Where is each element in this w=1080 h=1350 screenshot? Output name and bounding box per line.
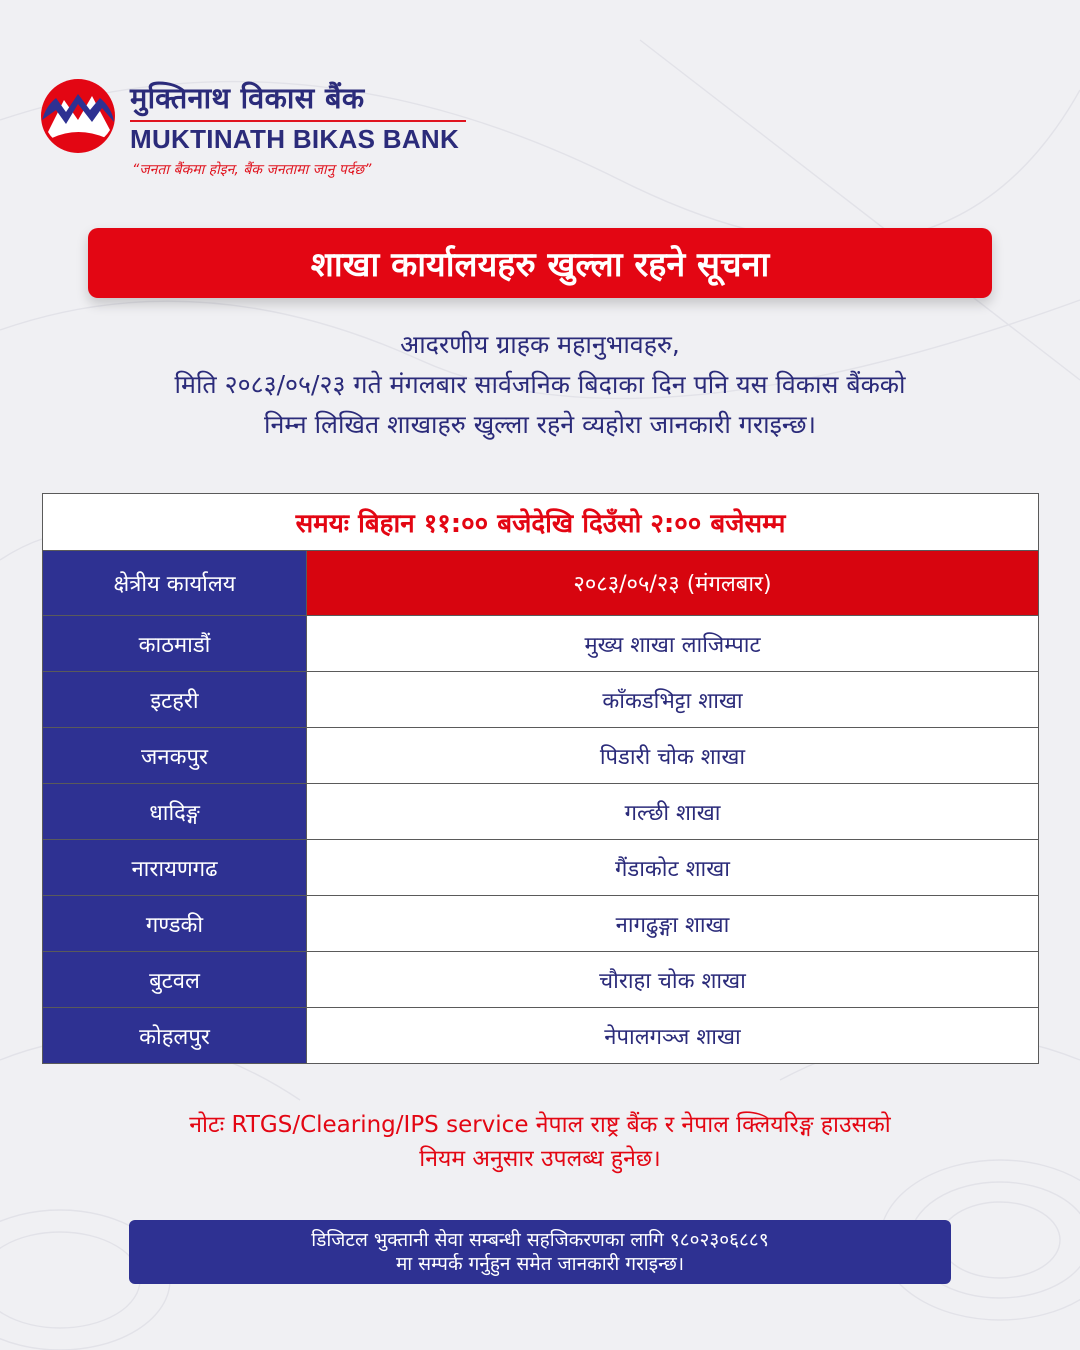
intro-line: निम्न लिखित शाखाहरु खुल्ला रहने व्यहोरा जानकारी गराइन्छ। bbox=[263, 410, 816, 439]
table-row bbox=[43, 672, 1039, 728]
branch-cell: नेपालगञ्ज शाखा bbox=[307, 1008, 1039, 1064]
table-row bbox=[43, 840, 1039, 896]
region-cell: कोहलपुर bbox=[43, 1008, 307, 1064]
notice-title-banner bbox=[88, 228, 992, 298]
branch-list-table bbox=[42, 550, 1039, 1064]
table-row bbox=[43, 616, 1039, 672]
contact-line: मा सम्पर्क गर्नुहुन समेत जानकारी गराइन्छ। bbox=[395, 1253, 685, 1275]
brand-name-nepali: मुक्तिनाथ विकास बैंक bbox=[130, 81, 365, 115]
table-row bbox=[43, 896, 1039, 952]
branch-table bbox=[42, 493, 1039, 1064]
notice-title: शाखा कार्यालयहरु खुल्ला रहने सूचना bbox=[310, 245, 770, 285]
table-row bbox=[43, 952, 1039, 1008]
branch-cell: गैंडाकोट शाखा bbox=[307, 840, 1039, 896]
region-cell: बुटवल bbox=[43, 952, 307, 1008]
region-cell: इटहरी bbox=[43, 672, 307, 728]
header-date: २०८३/०५/२३ (मंगलबार) bbox=[307, 551, 1039, 616]
bank-logo bbox=[40, 78, 460, 178]
branch-cell: मुख्य शाखा लाजिम्पाट bbox=[307, 616, 1039, 672]
note-line: नोटः RTGS/Clearing/IPS service नेपाल राष्ट्र बैंक र नेपाल क्लियरिङ्ग हाउसको bbox=[189, 1112, 891, 1138]
intro-line: मिति २०८३/०५/२३ गते मंगलबार सार्वजनिक बिदाका दिन पनि यस विकास बैंकको bbox=[174, 370, 906, 399]
region-cell: काठमाडौं bbox=[43, 616, 307, 672]
region-cell: गण्डकी bbox=[43, 896, 307, 952]
contact-line: डिजिटल भुक्तानी सेवा सम्बन्धी सहजिकरणका लागि ९८०२३०६८८९ bbox=[311, 1229, 769, 1251]
region-cell: धादिङ्ग bbox=[43, 784, 307, 840]
note-line: नियम अनुसार उपलब्ध हुनेछ। bbox=[419, 1146, 661, 1172]
branch-cell: चौराहा चोक शाखा bbox=[307, 952, 1039, 1008]
mountain-logo-icon bbox=[40, 78, 116, 154]
region-cell: नारायणगढ bbox=[43, 840, 307, 896]
brand-name-english: MUKTINATH BIKAS BANK bbox=[130, 124, 460, 154]
intro-line: आदरणीय ग्राहक महानुभावहरु, bbox=[400, 330, 680, 359]
table-row bbox=[43, 1008, 1039, 1064]
time-row bbox=[42, 493, 1039, 550]
contact-banner bbox=[129, 1220, 951, 1284]
time-label: समयः बिहान ११:०० बजेदेखि दिउँसो २:०० बजेसम्म bbox=[295, 509, 786, 539]
table-row bbox=[43, 784, 1039, 840]
region-cell: जनकपुर bbox=[43, 728, 307, 784]
branch-cell: गल्छी शाखा bbox=[307, 784, 1039, 840]
table-header-row bbox=[43, 551, 1039, 616]
header-region: क्षेत्रीय कार्यालय bbox=[43, 551, 307, 616]
service-note bbox=[40, 1108, 1040, 1176]
brand-divider bbox=[130, 120, 466, 122]
branch-cell: पिडारी चोक शाखा bbox=[307, 728, 1039, 784]
notice-intro bbox=[40, 325, 1040, 445]
branch-cell: काँकडभिट्टा शाखा bbox=[307, 672, 1039, 728]
table-row bbox=[43, 728, 1039, 784]
brand-tagline: “जनता बैंकमा होइन, बैंक जनतामा जानु पर्दछ” bbox=[132, 162, 372, 178]
branch-cell: नागढुङ्गा शाखा bbox=[307, 896, 1039, 952]
